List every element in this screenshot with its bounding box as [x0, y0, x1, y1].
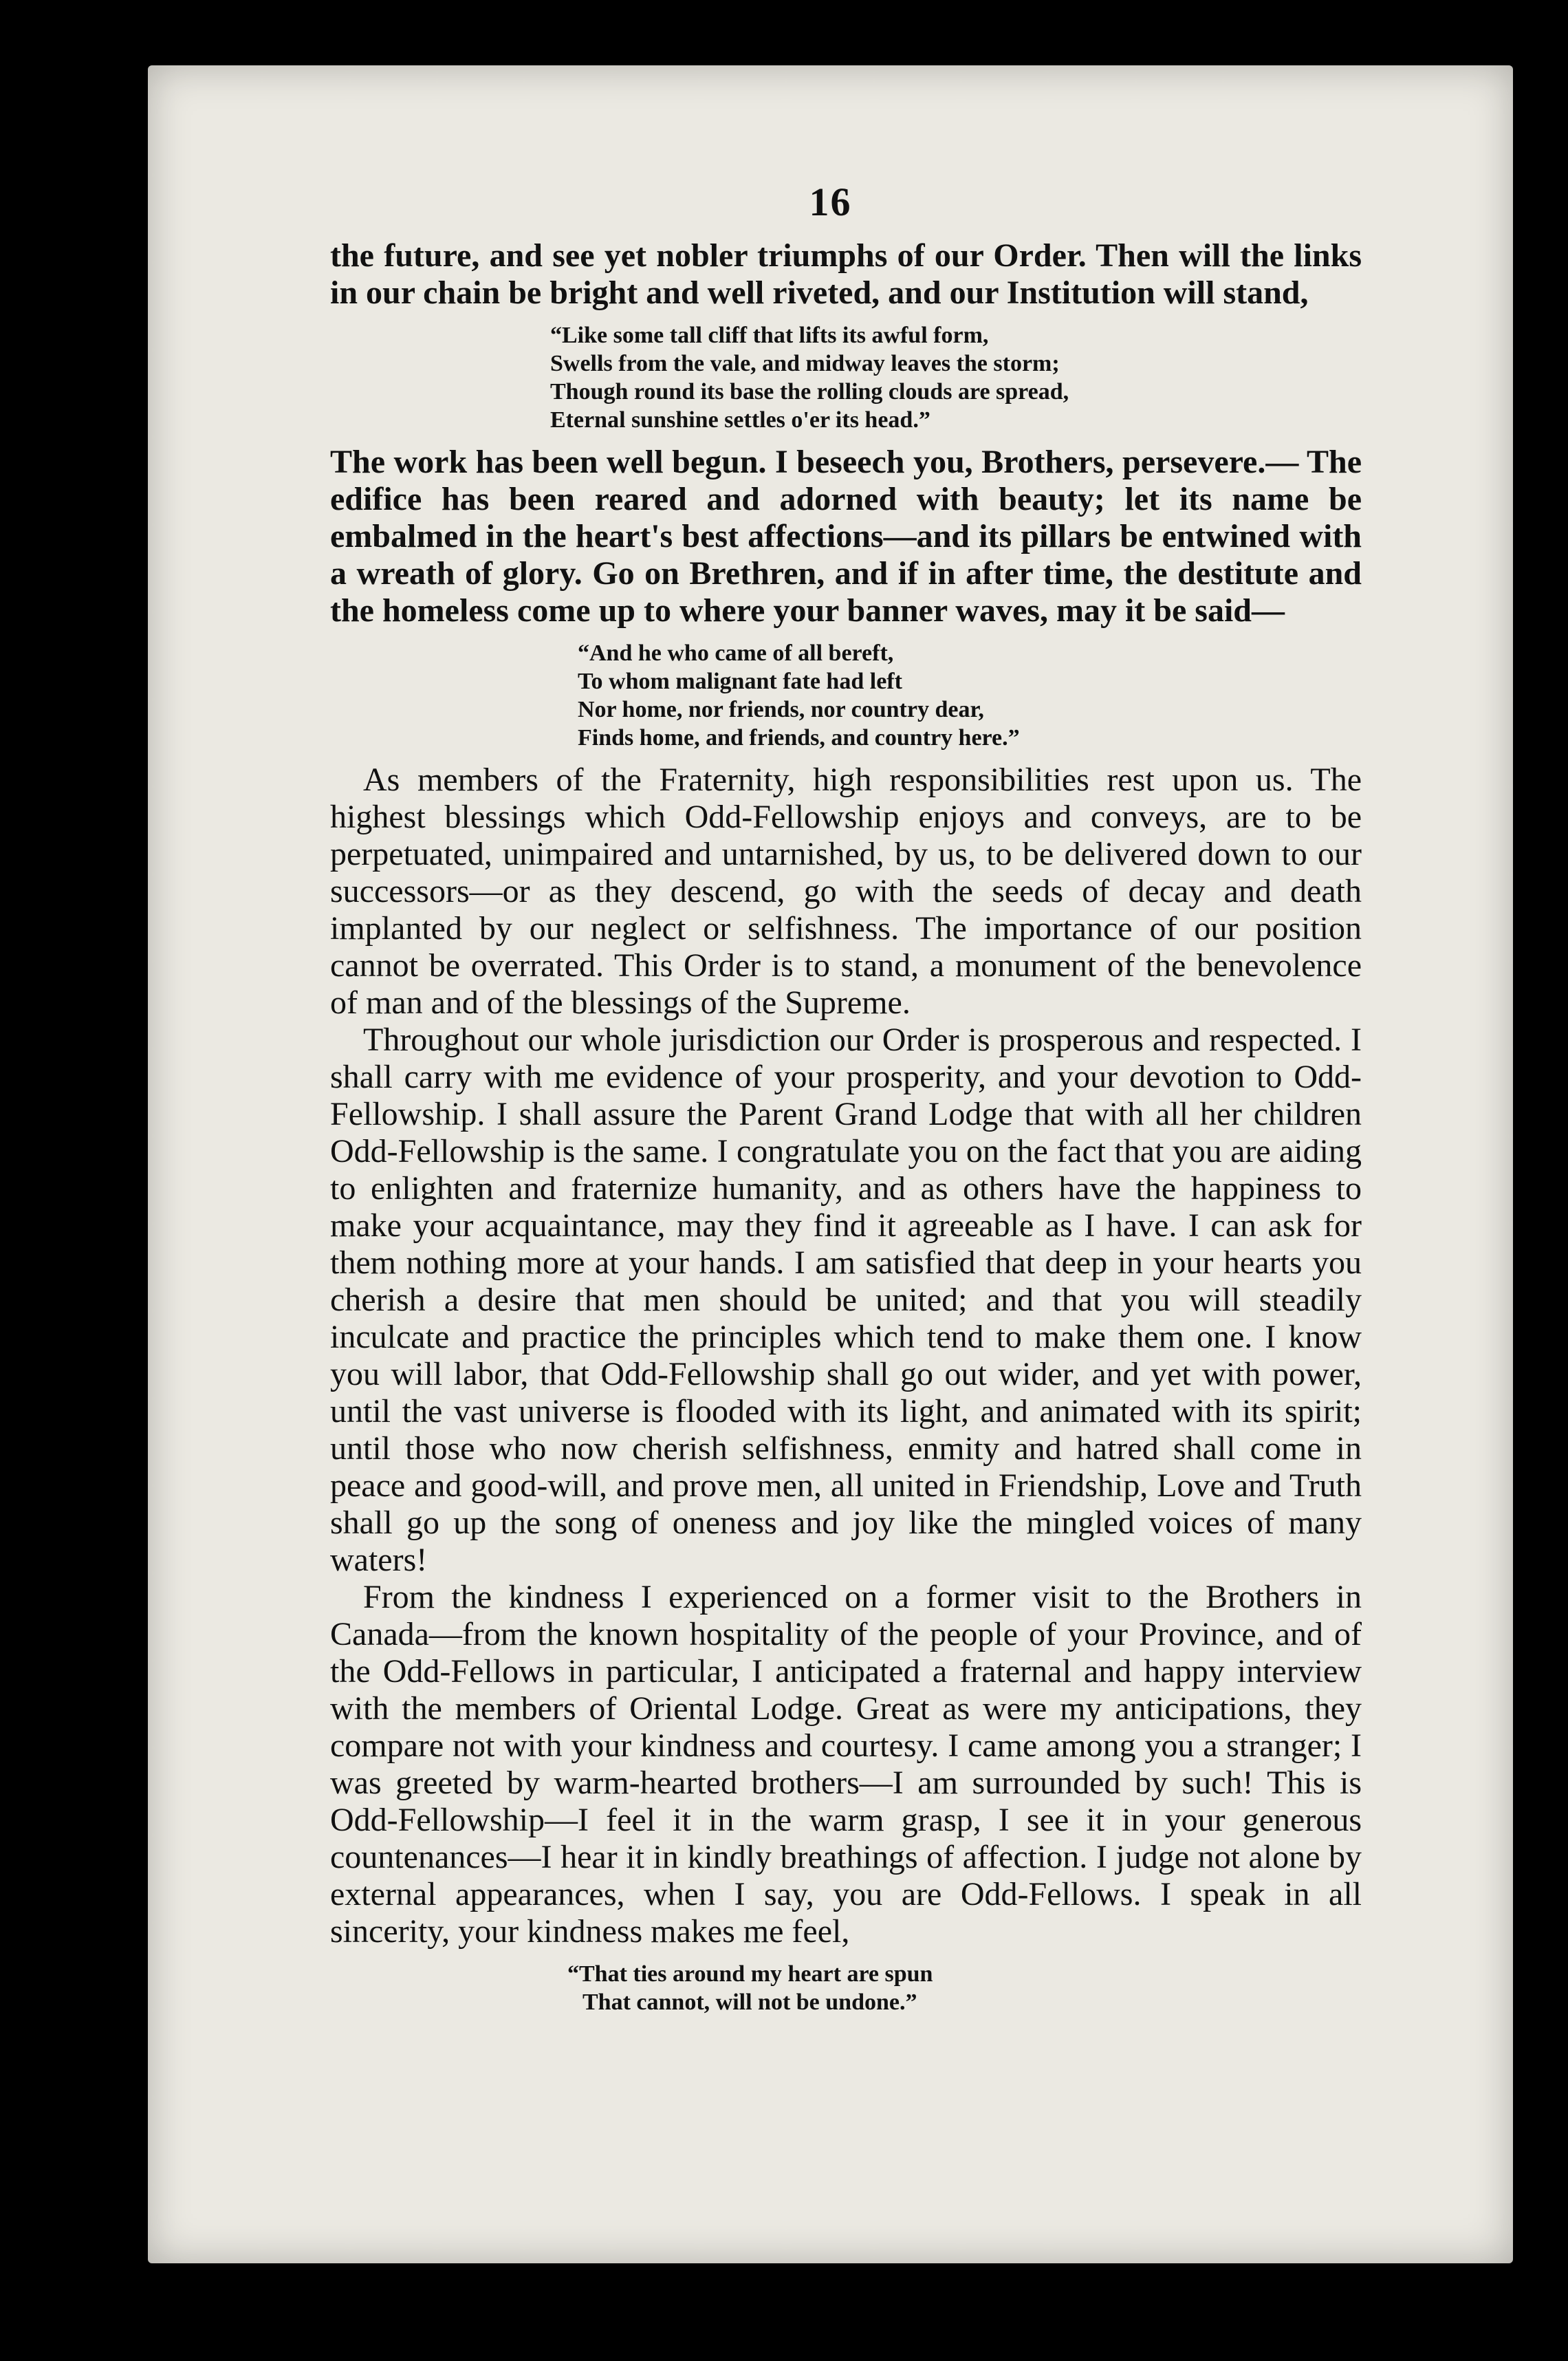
verse-line: That cannot, will not be undone.”	[582, 1990, 917, 2015]
verse-quote-2	[330, 639, 1362, 752]
verse-line: “That ties around my heart are spun	[567, 1961, 933, 1987]
verse-line: Nor home, nor friends, nor country dear,	[578, 697, 984, 722]
paragraph-2: The work has been well begun. I beseech you, Brothers, persevere.— The edifice has been reared and adorned with beauty; let its name be embalmed in the heart's best affections—and its pillars be entwined with a wreath of glory. Go on Brethren, and if in after time, the destitute and the homeless come up to where your banner waves, may it be said—	[330, 444, 1362, 629]
verse-line: To whom malignant fate had left	[578, 669, 902, 694]
body-text	[330, 237, 1362, 2026]
paragraph-5: From the kindness I experienced on a former visit to the Brothers in Canada—from the known hospitality of the people of your Province, and of the Odd-Fellows in particular, I anticipated a fraternal and happy interview with the members of Oriental Lodge. Great as were my anticipations, they compare not with your kindness and courtesy. I came among you a stranger; I was greeted by warm-hearted brothers—I am surrounded by such! This is Odd-Fellowship—I feel it in the warm grasp, I see it in your generous countenances—I hear it in kindly breathings of affection. I judge not alone by external appearances, when I say, you are Odd-Fellows. I speak in all sincerity, your kindness makes me feel,	[330, 1579, 1362, 1950]
verse-line: Swells from the vale, and midway leaves the storm;	[550, 351, 1060, 376]
verse-quote-3	[330, 1960, 1362, 2016]
document-page	[148, 65, 1513, 2263]
paragraph-4: Throughout our whole jurisdiction our Order is prosperous and respected. I shall carry with me evidence of your prosperity, and your devotion to Odd-Fellowship. I shall assure the Parent Grand Lodge that with all her children Odd-Fellowship is the same. I congratulate you on the fact that you are aiding to enlighten and fraternize humanity, and as others have the happiness to make your acquaintance, may they find it agreeable as I have. I can ask for them nothing more at your hands. I am satisfied that deep in your hearts you cherish a desire that men should be united; and that you will steadily inculcate and practice the principles which tend to make them one. I know you will labor, that Odd-Fellowship shall go out wider, and yet with power, until the vast universe is flooded with its light, and animated with its spirit; until those who now cherish selfishness, enmity and hatred shall come in peace and good-will, and prove men, all united in Friendship, Love and Truth shall go up the song of oneness and joy like the mingled voices of many waters!	[330, 1022, 1362, 1578]
verse-line: Eternal sunshine settles o'er its head.”	[550, 407, 930, 433]
verse-line: Finds home, and friends, and country here.”	[578, 725, 1020, 751]
verse-line: “And he who came of all bereft,	[578, 640, 894, 666]
verse-line: Though round its base the rolling clouds are spread,	[550, 379, 1069, 405]
verse-line: “Like some tall cliff that lifts its awful form,	[550, 323, 989, 348]
paragraph-3: As members of the Fraternity, high responsibilities rest upon us. The highest blessings which Odd-Fellowship enjoys and conveys, are to be perpetuated, unimpaired and untarnished, by us, to be delivered down to our successors—or as they descend, go with the seeds of decay and death implanted by our neglect or selfishness. The importance of our position cannot be overrated. This Order is to stand, a monument of the benevolence of man and of the blessings of the Supreme.	[330, 762, 1362, 1021]
paragraph-1: the future, and see yet nobler triumphs of our Order. Then will the links in our chain be bright and well riveted, and our Institution will stand,	[330, 237, 1362, 311]
page-number: 16	[809, 180, 852, 224]
verse-quote-1	[330, 321, 1362, 434]
